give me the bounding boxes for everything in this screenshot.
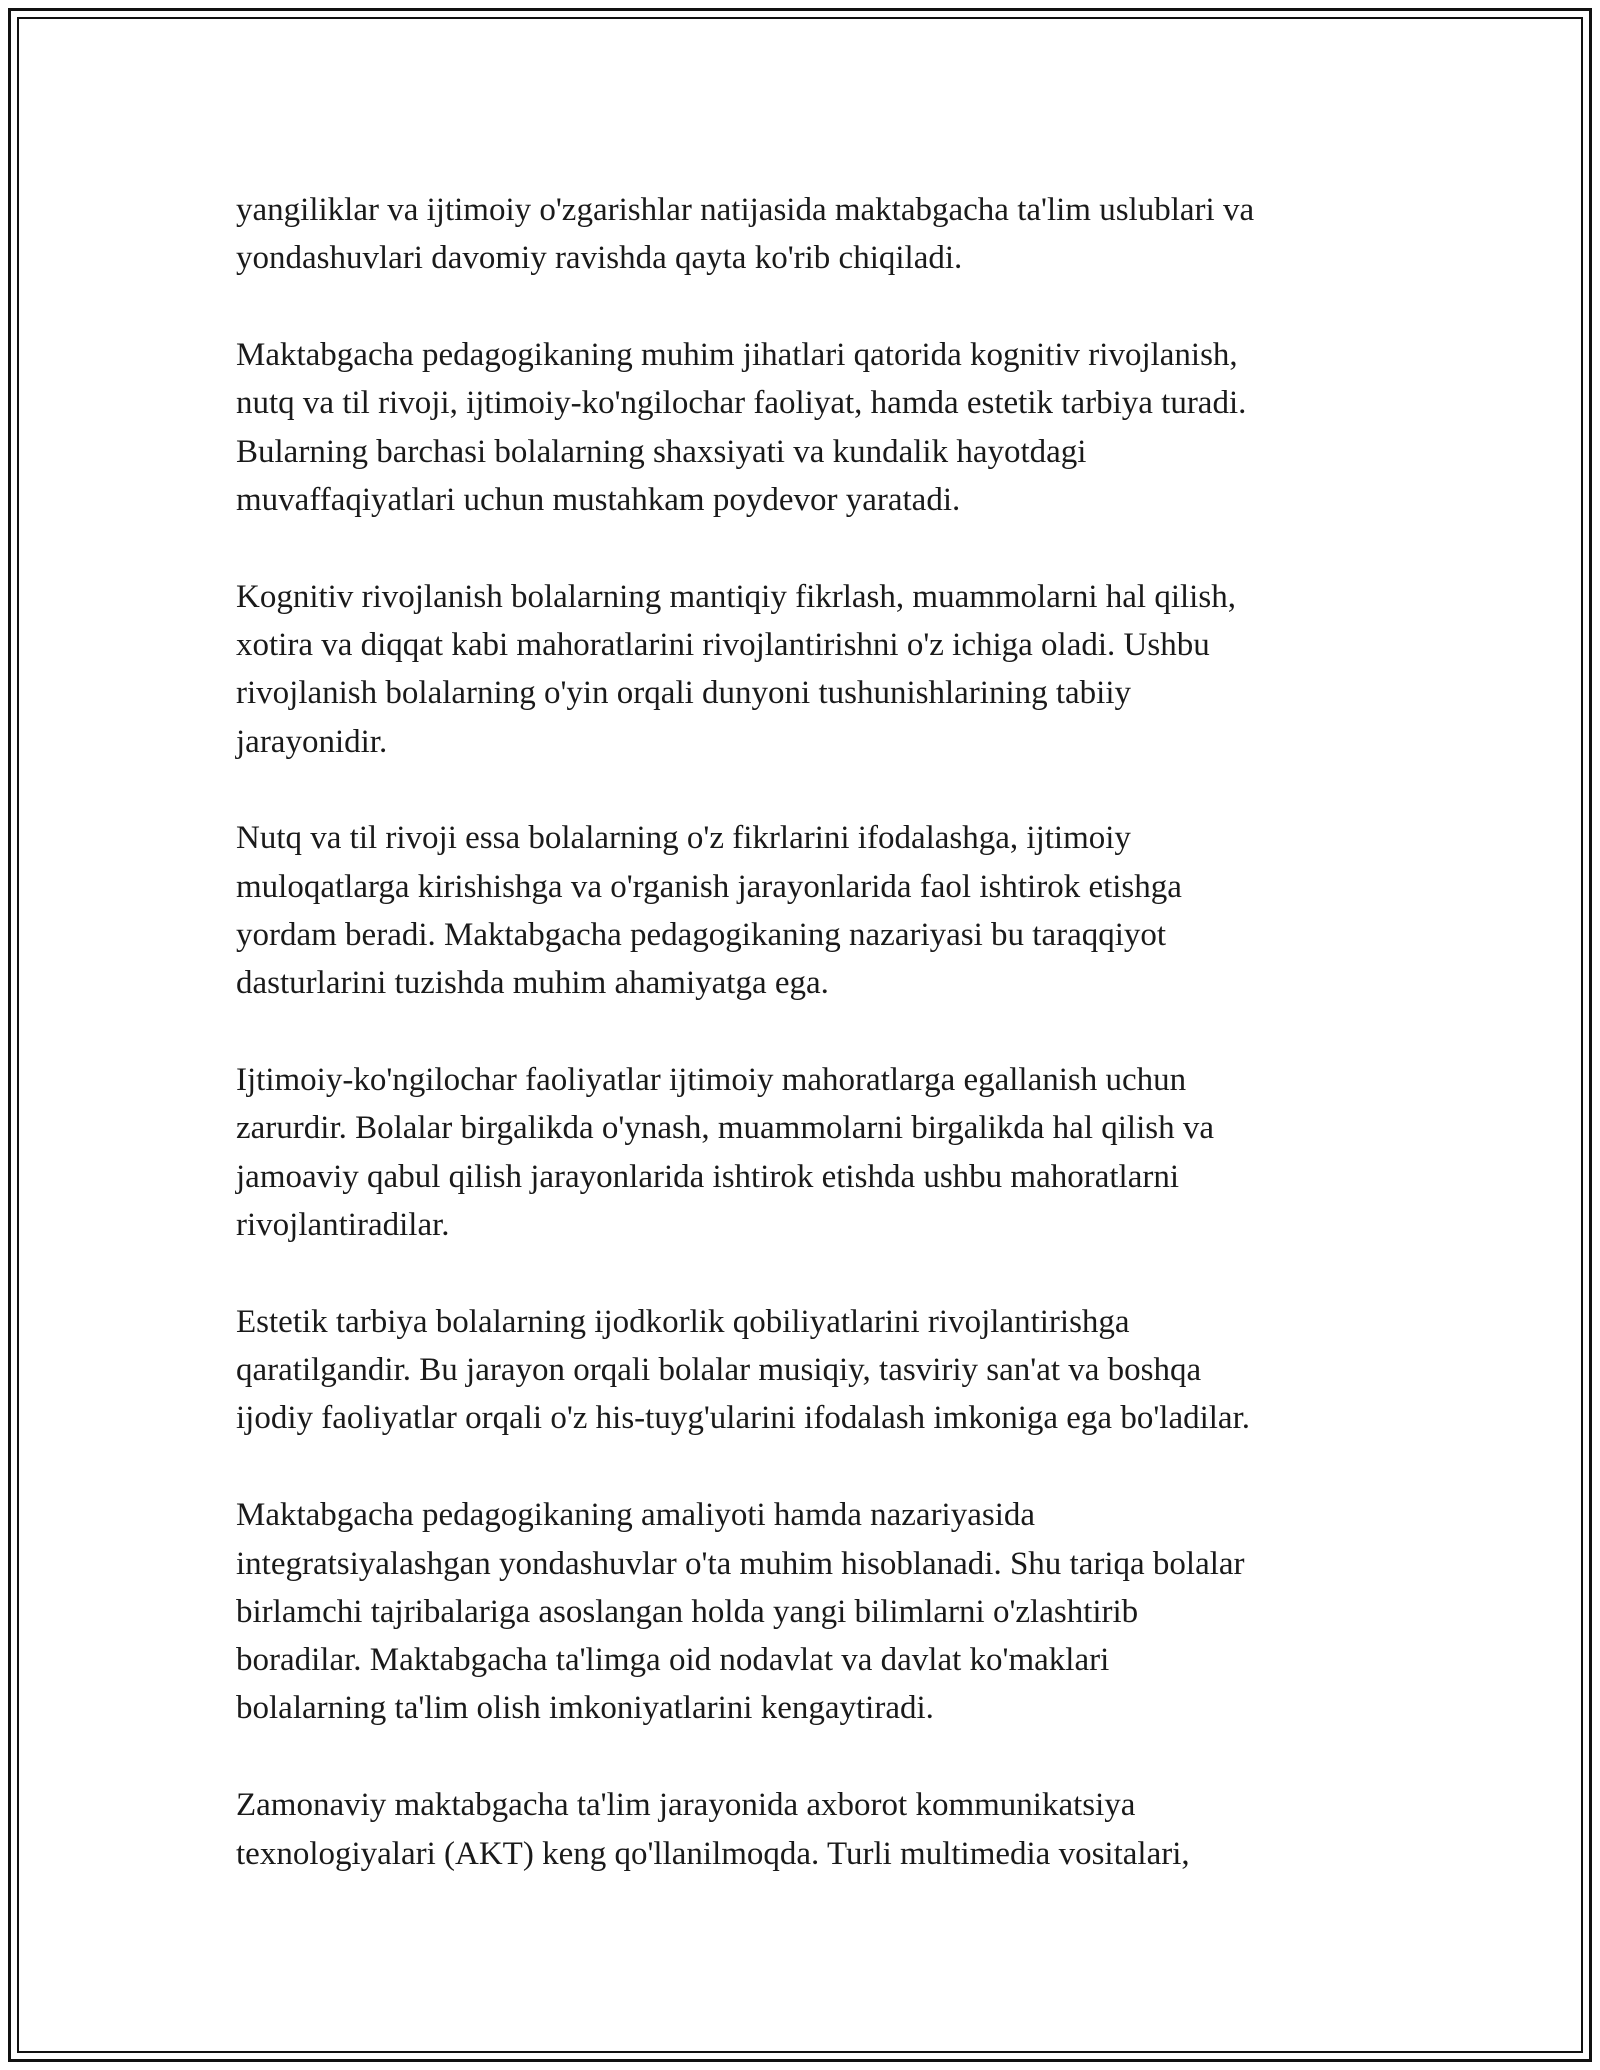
paragraph-8 — [236, 1781, 1386, 1878]
text-line: zarurdir. Bolalar birgalikda o'ynash, muammolarni birgalikda hal qilish va — [236, 1110, 1214, 1147]
paragraph-1 — [236, 186, 1386, 283]
text-line: Kognitiv rivojlanish bolalarning mantiqiy fikrlash, muammolarni hal qilish, — [236, 578, 1236, 615]
text-line: rivojlantiradilar. — [236, 1207, 450, 1244]
text-line: ijodiy faoliyatlar orqali o'z his-tuyg'ularini ifodalash imkoniga ega bo'ladilar. — [236, 1400, 1250, 1437]
text-line: rivojlanish bolalarning o'yin orqali dunyoni tushunishlarining tabiiy — [236, 675, 1132, 712]
paragraph-2 — [236, 331, 1386, 524]
paragraph-4 — [236, 814, 1386, 1007]
text-line: Bularning barchasi bolalarning shaxsiyati va kundalik hayotdagi — [236, 433, 1087, 470]
text-line: jarayonidir. — [236, 723, 388, 760]
text-line: xotira va diqqat kabi mahoratlarini rivojlantirishni o'z ichiga oladi. Ushbu — [236, 627, 1210, 664]
document-body — [236, 186, 1386, 1926]
text-line: boradilar. Maktabgacha ta'limga oid nodavlat va davlat ko'maklari — [236, 1642, 1110, 1679]
text-line: Estetik tarbiya bolalarning ijodkorlik qobiliyatlarini rivojlantirishga — [236, 1303, 1130, 1340]
paragraph-6 — [236, 1298, 1386, 1443]
text-line: yordam beradi. Maktabgacha pedagogikaning nazariyasi bu taraqqiyot — [236, 917, 1167, 954]
paragraph-7 — [236, 1491, 1386, 1732]
text-line: Zamonaviy maktabgacha ta'lim jarayonida axborot kommunikatsiya — [236, 1787, 1136, 1824]
text-line: texnologiyalari (AKT) keng qo'llanilmoqda. Turli multimedia vositalari, — [236, 1835, 1190, 1872]
paragraph-5 — [236, 1056, 1386, 1249]
paragraph-3 — [236, 573, 1386, 766]
text-line: integratsiyalashgan yondashuvlar o'ta muhim hisoblanadi. Shu tariqa bolalar — [236, 1545, 1245, 1582]
text-line: Nutq va til rivoji essa bolalarning o'z fikrlarini ifodalashga, ijtimoiy — [236, 820, 1131, 857]
text-line: yondashuvlari davomiy ravishda qayta ko'rib chiqiladi. — [236, 240, 963, 277]
text-line: dasturlarini tuzishda muhim ahamiyatga ega. — [236, 965, 829, 1002]
text-line: yangiliklar va ijtimoiy o'zgarishlar natijasida maktabgacha ta'lim uslublari va — [236, 192, 1255, 228]
text-line: birlamchi tajribalariga asoslangan holda yangi bilimlarni o'zlashtirib — [236, 1593, 1139, 1630]
text-line: jamoaviy qabul qilish jarayonlarida ishtirok etishda ushbu mahoratlarni — [236, 1158, 1180, 1195]
text-line: Ijtimoiy-ko'ngilochar faoliyatlar ijtimoiy mahoratlarga egallanish uchun — [236, 1062, 1187, 1099]
text-line: Maktabgacha pedagogikaning muhim jihatlari qatorida kognitiv rivojlanish, — [236, 337, 1238, 374]
text-line: qaratilgandir. Bu jarayon orqali bolalar musiqiy, tasviriy san'at va boshqa — [236, 1352, 1202, 1389]
text-line: bolalarning ta'lim olish imkoniyatlarini kengaytiradi. — [236, 1690, 934, 1727]
text-line: muloqatlarga kirishishga va o'rganish jarayonlarida faol ishtirok etishga — [236, 868, 1182, 905]
text-line: Maktabgacha pedagogikaning amaliyoti hamda nazariyasida — [236, 1497, 1036, 1534]
text-line: nutq va til rivoji, ijtimoiy-ko'ngilochar faoliyat, hamda estetik tarbiya turadi. — [236, 385, 1247, 422]
text-line: muvaffaqiyatlari uchun mustahkam poydevor yaratadi. — [236, 481, 961, 518]
